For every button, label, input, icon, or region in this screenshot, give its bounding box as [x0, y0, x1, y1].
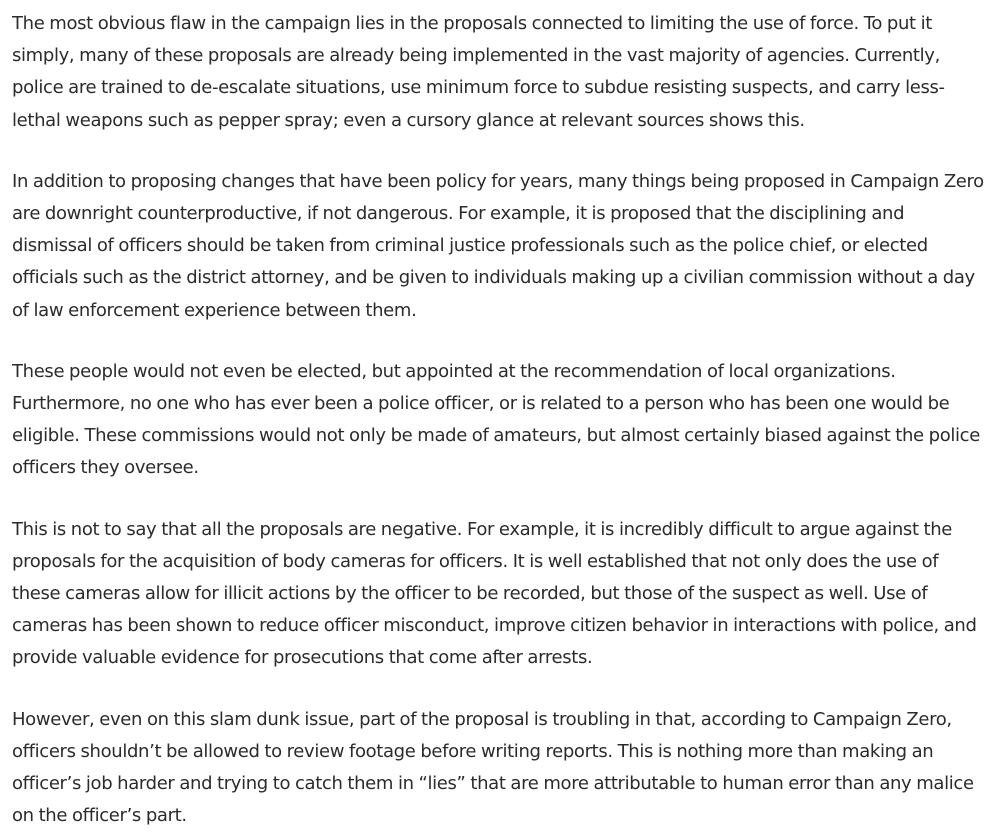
paragraph-body-cameras: This is not to say that all the proposals are negative. For example, it is incredibly difficult to argue against the proposals for the acquisition of body cameras for officers. It is well established that not only does the use of these cameras allow for illicit actions by the officer to be recorded, but those of the suspect as well. Use of cameras has been shown to reduce officer misconduct, improve citizen behavior in interactions with police, and provide valuable evidence for prosecutions that come after arrests.	[12, 518, 977, 669]
paragraph-use-of-force: The most obvious flaw in the campaign lies in the proposals connected to limiting the use of force. To put it simply, many of these proposals are already being implemented in the vast majority of agencies. Currently, police are trained to de-escalate situations, use minimum force to subdue resisting suspects, and carry less-lethal weapons such as pepper spray; even a cursory glance at relevant sources shows this.	[12, 13, 945, 131]
paragraph-footage-review: However, even on this slam dunk issue, part of the proposal is troubling in that, according to Campaign Zero, officers shouldn’t be allowed to review footage before writing reports. This is nothing more than making an officer’s job harder and trying to catch them in “lies” that are more attributable to human error than any malice on the officer’s part.	[12, 708, 974, 827]
paragraph-counterproductive-proposals: In addition to proposing changes that have been policy for years, many things being proposed in Campaign Zero are downright counterproductive, if not dangerous. For example, it is proposed that the disciplining and dismissal of officers should be taken from criminal justice professionals such as the police chief, or elected officials such as the district attorney, and be given to individuals making up a civilian commission without a day of law enforcement experience between them.	[12, 170, 984, 321]
paragraph-civilian-commissions: These people would not even be elected, but appointed at the recommendation of local organizations. Furthermore, no one who has ever been a police officer, or is related to a person who has been one would be eligible. These commissions would not only be made of amateurs, but almost certainly biased against the police officers they oversee.	[12, 360, 980, 479]
